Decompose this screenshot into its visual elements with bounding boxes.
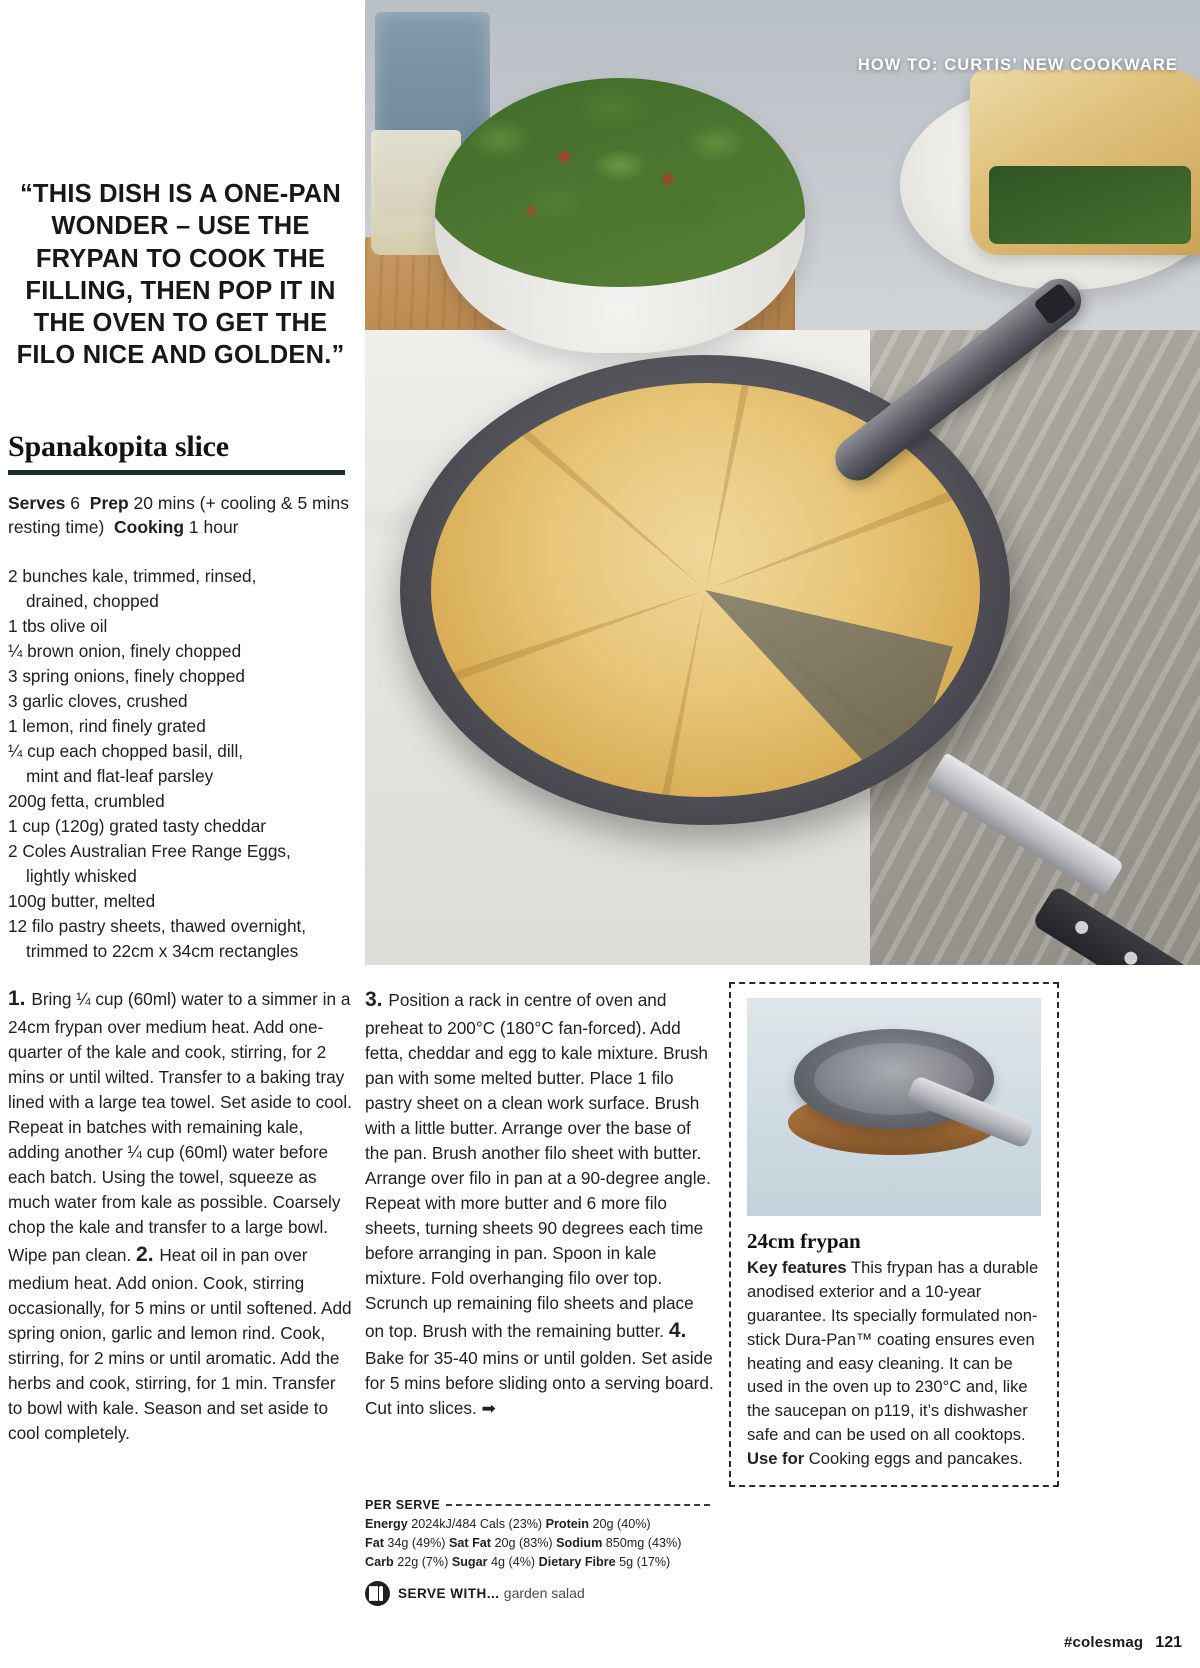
serves-value: 6 [70, 492, 81, 513]
ingredient-main: 2 bunches kale, trimmed, rinsed, [8, 566, 257, 587]
serve-with-text [398, 1585, 585, 1601]
step-text: Bring ¼ cup (60ml) water to a simmer in a 24cm frypan over medium heat. Add one-quarter of the kale and cook, stirring, for 2 mins or until wilted. Transfer to a baking tray lined with a large tea towel. Set aside to cool. Repeat in batches with remaining kale, adding another ¼ cup (60ml) water before each batch. Using the towel, squeeze as much water from kale as possible. Coarsely chop the kale and transfer to a large bowl. Wipe pan clean. [8, 989, 352, 1266]
step-number: 2. [136, 1243, 160, 1267]
ingredient-main: 100g butter, melted [8, 891, 156, 912]
nutrition-value: 34g (49%) [387, 1535, 449, 1550]
ingredient-main: 1 tbs olive oil [8, 616, 108, 637]
nutrition-panel [365, 1498, 710, 1606]
step-number: 4. [668, 1318, 687, 1342]
cooking-value: 1 hour [188, 517, 239, 538]
ingredient-main: 3 spring onions, finely chopped [8, 666, 245, 687]
ingredient-continuation: trimmed to 22cm x 34cm rectangles [26, 941, 299, 962]
ingredient-main: 1 lemon, rind finely grated [8, 716, 206, 737]
hero-photo [365, 0, 1200, 965]
left-column [8, 0, 353, 1446]
step-text: Heat oil in pan over medium heat. Add onion. Cook, stirring occasionally, for 5 mins or until softened. Add spring onion, garlic and lemon rind. Cook, stirring, for 2 mins or until aromatic. Add the herbs and cook, stirring, for 1 min. Transfer to bowl with kale. Season and set aside to cool completely. [8, 1245, 352, 1443]
recipe-title: Spanakopita slice [8, 429, 229, 463]
ingredient-main: 200g fetta, crumbled [8, 791, 165, 812]
nutrition-line [365, 1534, 710, 1553]
nutrition-label: Sodium [556, 1535, 606, 1550]
method-step [8, 1245, 352, 1443]
nutrition-value: 20g (40%) [592, 1517, 651, 1531]
nutrition-heading [365, 1498, 710, 1512]
ingredient-item [8, 814, 353, 839]
ingredient-main: 12 filo pastry sheets, thawed overnight, [8, 916, 307, 937]
ingredient-item [8, 889, 353, 914]
ingredient-main: ¼ brown onion, finely chopped [8, 641, 242, 662]
ingredient-main: ¼ cup each chopped basil, dill, [8, 741, 244, 762]
ingredient-item [8, 839, 353, 889]
middle-column [365, 985, 715, 1421]
method-step [365, 990, 711, 1341]
product-description [747, 1256, 1041, 1471]
serves-label: Serves [8, 492, 66, 513]
nutrition-label: Sat Fat [449, 1535, 495, 1550]
step-text: Position a rack in centre of oven and preheat to 200°C (180°C fan-forced). Add fetta, cheddar and egg to kale mixture. Brush pan with some melted butter. Place 1 filo pastry sheet on a clean work surface. Brush with a little butter. Arrange over the base of the pan. Brush another filo sheet with butter. Arrange over filo in pan at a 90-degree angle. Repeat with more butter and 6 more filo sheets, turning sheets 90 degrees each time before arranging in pan. Spoon in kale mixture. Fold overhanging filo over top. Scrunch up remaining filo sheets and place on top. Brush with the remaining butter. [365, 990, 711, 1341]
ingredient-item [8, 614, 353, 639]
title-rule [8, 470, 345, 475]
nutrition-value: 20g (83%) [494, 1535, 557, 1550]
recipe-meta [8, 491, 353, 541]
served-slice [970, 70, 1200, 255]
step-number: 3. [365, 988, 389, 1011]
ingredient-item [8, 639, 353, 664]
product-photo [747, 998, 1041, 1216]
nutrition-label: Sugar [451, 1554, 492, 1569]
nutrition-label: Protein [545, 1517, 593, 1531]
product-name: 24cm frypan [747, 1229, 861, 1253]
use-for-text: Cooking eggs and pancakes. [808, 1449, 1023, 1469]
page-number: 121 [1155, 1634, 1182, 1651]
magazine-hashtag: #colesmag [1063, 1634, 1144, 1651]
prep-label: Prep [89, 492, 129, 513]
method-step [8, 989, 352, 1265]
frypan-with-spanakopita [400, 355, 1010, 825]
nutrition-value: 2024kJ/484 Cals (23%) [411, 1517, 546, 1531]
key-features-text: This frypan has a durable anodised exterior and a 10-year guarantee. Its specially formulated non-stick Dura-Pan™ coating ensures even heating and easy cleaning. It can be used in the oven up to 230°C and, like the saucepan on p119, it’s dishwasher safe and can be used on all cooktops. [747, 1258, 1039, 1445]
nutrition-label: Fat [365, 1535, 388, 1550]
page-footer [1064, 1634, 1182, 1652]
green-salad [435, 78, 805, 287]
serve-with-row [365, 1581, 710, 1606]
ingredient-item [8, 789, 353, 814]
nutrition-line [365, 1553, 710, 1572]
pull-quote: “THIS DISH IS A ONE-PAN WONDER – USE THE FRYPAN TO COOK THE FILLING, THEN POP IT IN THE OVEN TO GET THE FILO NICE AND GOLDEN.” [16, 180, 345, 370]
ingredient-item [8, 664, 353, 689]
nutrition-value: 850mg (43%) [605, 1535, 682, 1550]
nutrition-value: 22g (7%) [397, 1554, 452, 1569]
nutrition-values [365, 1515, 710, 1572]
key-features-label: Key features [747, 1258, 847, 1277]
dashed-rule [446, 1504, 710, 1506]
prep-value: 20 mins (+ cooling & 5 mins resting time) [8, 492, 349, 538]
use-for-label: Use for [747, 1449, 805, 1469]
method-steps-middle [365, 985, 715, 1421]
cooking-label: Cooking [114, 517, 185, 538]
ingredient-continuation: mint and flat-leaf parsley [26, 766, 214, 787]
ingredient-item [8, 564, 353, 614]
nutrition-label: Carb [365, 1554, 398, 1569]
ingredient-main: 2 Coles Australian Free Range Eggs, [8, 841, 291, 862]
serve-with-label: SERVE WITH... [398, 1586, 500, 1602]
nutrition-line [365, 1515, 710, 1534]
ingredient-item [8, 914, 353, 964]
step-text: Bake for 35-40 mins or until golden. Set aside for 5 mins before sliding onto a serving board. Cut into slices. ➡ [365, 1348, 714, 1419]
ingredient-main: 1 cup (120g) grated tasty cheddar [8, 816, 266, 837]
ingredient-item [8, 689, 353, 714]
salad-bowl [435, 78, 805, 353]
nutrition-value: 5g (17%) [619, 1554, 671, 1569]
ingredient-continuation: drained, chopped [26, 591, 159, 612]
product-callout-box [729, 982, 1059, 1487]
cutlery-icon [365, 1581, 390, 1606]
ingredient-main: 3 garlic cloves, crushed [8, 691, 188, 712]
section-kicker: HOW TO: CURTIS’ NEW COOKWARE [857, 56, 1178, 74]
serve-with-value: garden salad [503, 1585, 585, 1602]
ingredient-item [8, 739, 353, 789]
ingredient-item [8, 714, 353, 739]
ingredient-continuation: lightly whisked [26, 866, 137, 887]
nutrition-label: Dietary Fibre [538, 1554, 620, 1569]
ingredients-list [8, 564, 353, 964]
step-number: 1. [8, 987, 32, 1011]
method-steps-left [8, 984, 353, 1445]
per-serve-label: PER SERVE [365, 1498, 440, 1512]
nutrition-label: Energy [365, 1517, 412, 1531]
nutrition-value: 4g (4%) [491, 1554, 539, 1569]
